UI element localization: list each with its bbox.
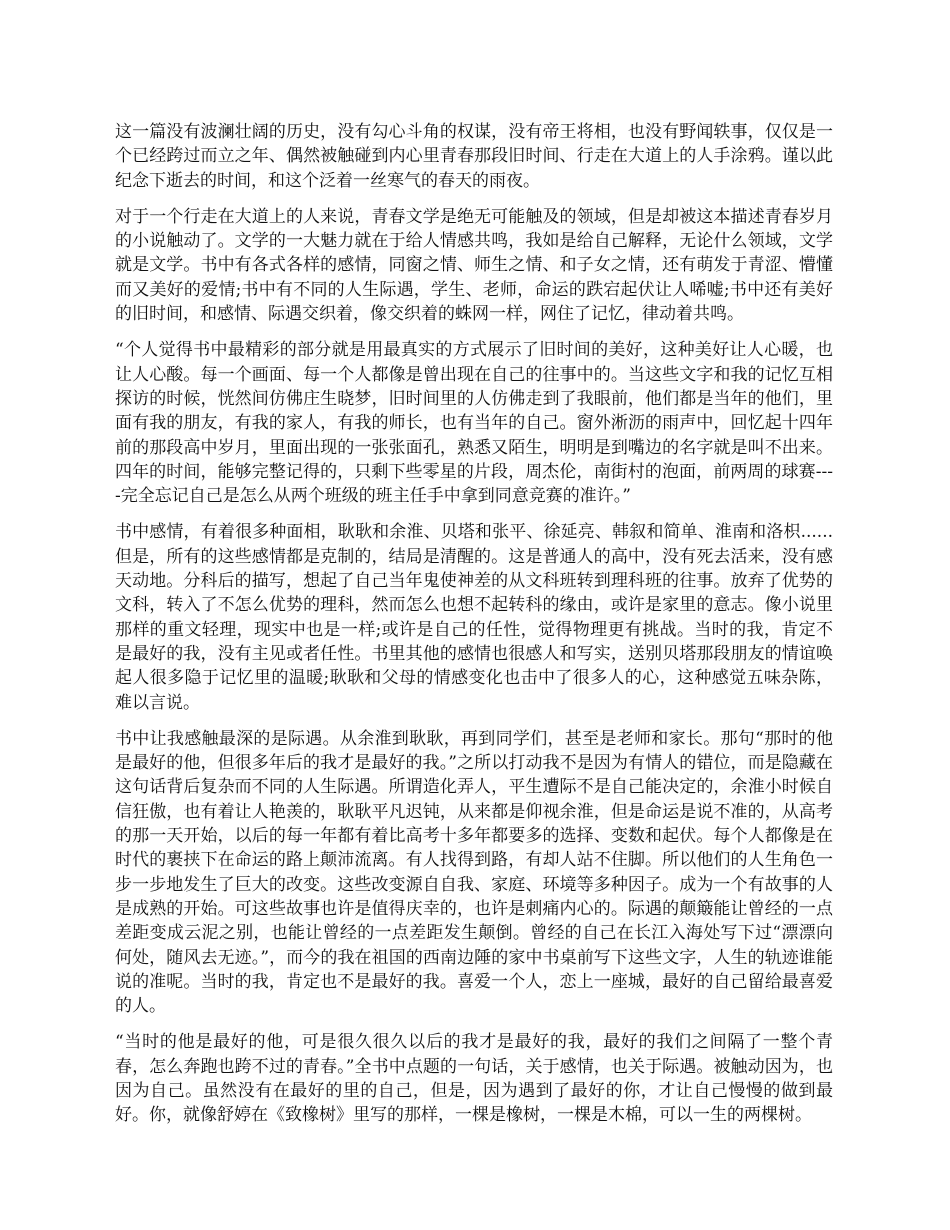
paragraph-1: 这一篇没有波澜壮阔的历史，没有勾心斗角的权谋，没有帝王将相，也没有野闻轶事，仅仅是一个已经跨过而立之年、偶然被触碰到内心里青春那段旧时间、行走在大道上的人手涂鸦。谨以此纪念下逝去的时间，和这个泛着一丝寒气的春天的雨夜。 xyxy=(115,122,833,191)
paragraph-6: “当时的他是最好的他，可是很久很久以后的我才是最好的我，最好的我们之间隔了一整个青春，怎么奔跑也跨不过的青春。”全书中点题的一句话，关于感情，也关于际遇。被触动因为，也因为自己。虽然没有在最好的里的自己，但是，因为遇到了最好的你，才让自己慢慢的做到最好。你，就像舒婷在《致橡树》里写的那样，一棵是橡树，一棵是木棉，可以一生的两棵树。 xyxy=(115,1032,833,1126)
document-body xyxy=(115,120,833,1140)
paragraph-3: “个人觉得书中最精彩的部分就是用最真实的方式展示了旧时间的美好，这种美好让人心暖，也让人心酸。每一个画面、每一个人都像是曾出现在自己的往事中的。当这些文字和我的记忆互相探访的时候，恍然间仿佛庄生晓梦，旧时间里的人仿佛走到了我眼前，他们都是当年的他们，里面有我的朋友，有我的家人，有我的师长，也有当年的自己。窗外淅沥的雨声中，回忆起十四年前的那段高中岁月，里面出现的一张张面孔，熟悉又陌生，明明是到嘴边的名字就是叫不出来。四年的时间，能够完整记得的，只剩下些零星的片段，周杰伦，南街村的泡面，前两周的球赛----完全忘记自己是怎么从两个班级的班主任手中拿到同意竞赛的准许。” xyxy=(115,340,833,507)
paragraph-2: 对于一个行走在大道上的人来说，青春文学是绝无可能触及的领域，但是却被这本描述青春岁月的小说触动了。文学的一大魅力就在于给人情感共鸣，我如是给自己解释，无论什么领域，文学就是文学。书中有各式各样的感情，同窗之情、师生之情、和子女之情，还有萌发于青涩、懵懂而又美好的爱情;书中有不同的人生际遇，学生、老师，命运的跌宕起伏让人唏嘘;书中还有美好的旧时间，和感情、际遇交织着，像交织着的蛛网一样，网住了记忆，律动着共鸣。 xyxy=(115,206,833,325)
paragraph-5: 书中让我感触最深的是际遇。从余淮到耿耿，再到同学们，甚至是老师和家长。那句“那时的他是最好的他，但很多年后的我才是最好的我。”之所以打动我不是因为有情人的错位，而是隐藏在这句话背后复杂而不同的人生际遇。所谓造化弄人，平生遭际不是自己能决定的，余淮小时候自信狂傲，也有着让人艳羡的，耿耿平凡迟钝，从来都是仰视余淮，但是命运是说不准的，从高考的那一天开始，以后的每一年都有着比高考十多年都要多的选择、变数和起伏。每个人都像是在时代的裹挟下在命运的路上颠沛流离。有人找得到路，有却人站不住脚。所以他们的人生角色一步一步地发生了巨大的改变。这些改变源自自我、家庭、环境等多种因子。成为一个有故事的人是成熟的开始。可这些故事也许是值得庆幸的，也许是刺痛内心的。际遇的颠簸能让曾经的一点差距变成云泥之别，也能让曾经的一点差距发生颠倒。曾经的自己在长江入海处写下过“漂漂向何处，随风去无迹。”，而今的我在祖国的西南边陲的家中书桌前写下这些文字，人生的轨迹谁能说的准呢。当时的我，肯定也不是最好的我。喜爱一个人，恋上一座城，最好的自己留给最喜爱的人。 xyxy=(115,728,833,1017)
paragraph-4: 书中感情，有着很多种面相，耿耿和余淮、贝塔和张平、徐延亮、韩叙和简单、淮南和洛枳......但是，所有的这些感情都是克制的，结局是清醒的。这是普通人的高中，没有死去活来，没有感天动地。分科后的描写，想起了自己当年鬼使神差的从文科班转到理科班的往事。放弃了优势的文科，转入了不怎么优势的理科，然而怎么也想不起转科的缘由，或许是家里的意志。像小说里那样的重文轻理，现实中也是一样;或许是自己的任性，觉得物理更有挑战。当时的我，肯定不是最好的我，没有主见或者任性。书里其他的感情也很感人和写实，送别贝塔那段朋友的情谊唤起人很多隐于记忆里的温暖;耿耿和父母的情感变化也击中了很多人的心，这种感觉五味杂陈，难以言说。 xyxy=(115,522,833,713)
